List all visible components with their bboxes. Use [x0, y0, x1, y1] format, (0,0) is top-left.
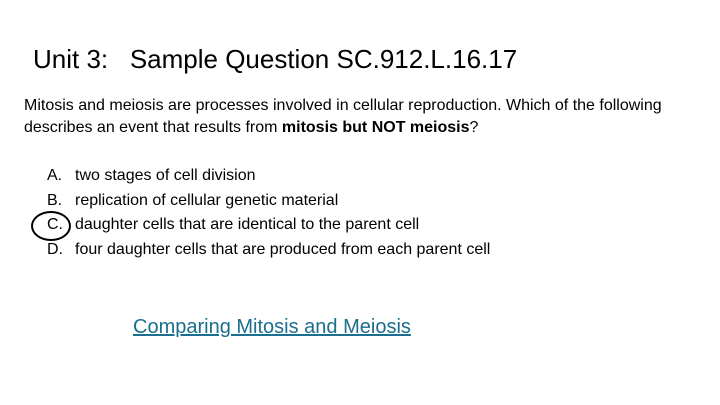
- option-text: four daughter cells that are produced from each parent cell: [75, 240, 491, 258]
- slide-title: Unit 3: Sample Question SC.912.L.16.17: [33, 44, 518, 74]
- question-emphasis: mitosis but NOT meiosis: [281, 119, 470, 136]
- option-a: [47, 164, 490, 189]
- option-d: [47, 238, 490, 263]
- comparing-mitosis-meiosis-link[interactable]: Comparing Mitosis and Meiosis: [133, 316, 411, 338]
- option-letter: B.: [47, 191, 63, 209]
- question-part-2: ?: [469, 119, 479, 136]
- option-text: daughter cells that are identical to the parent cell: [75, 216, 420, 233]
- option-text: two stages of cell division: [75, 167, 256, 184]
- question-part-1: Mitosis and meiosis are processes involved in cellular reproduction. Which of the following describes an event that results from: [24, 97, 662, 136]
- answer-options: [47, 164, 490, 262]
- option-b: [47, 189, 490, 214]
- option-letter: A.: [47, 167, 63, 184]
- option-letter: C.: [47, 216, 63, 233]
- answer-circle-mark: [31, 211, 71, 241]
- option-letter: D.: [47, 240, 63, 258]
- option-text: replication of cellular genetic material: [75, 191, 339, 209]
- option-c: [47, 213, 490, 238]
- question-text: [24, 95, 694, 139]
